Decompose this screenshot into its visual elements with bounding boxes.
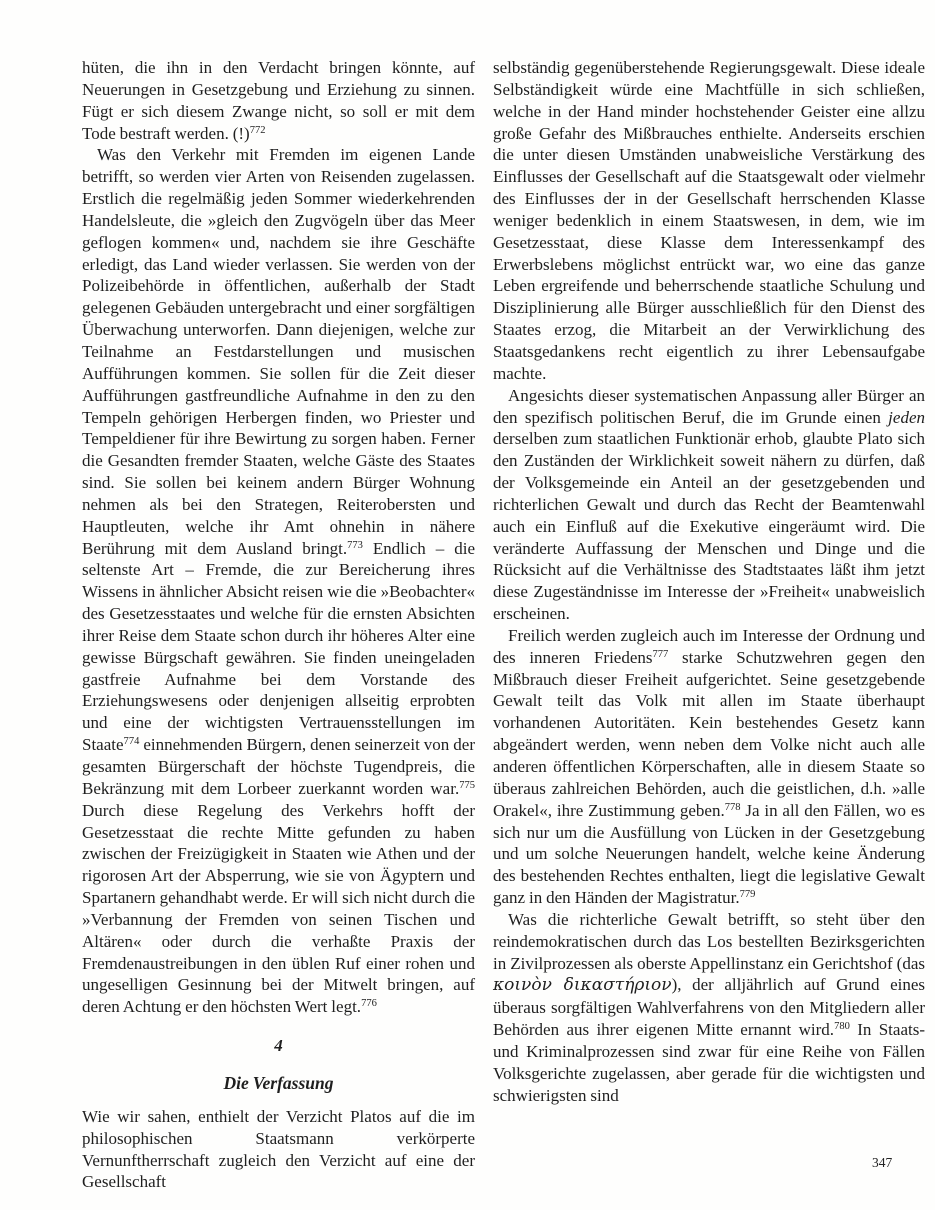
paragraph-anpassung: Angesichts dieser systematischen Anpassung aller Bürger an den spezifisch politischen Beruf, die im Grunde einen jeden derselben zum staatlichen Funktionär erhob, glaubte Plato sich den Zuständen der Wirklichkeit soweit nähern zu dürfen, daß der Volksgemeinde ein Anteil an der gesetzgebenden und richterlichen Gewalt und durch das Recht der Beamtenwahl auch ein Einfluß auf die Exekutive eingeräumt wird. Die veränderte Auffassung der Menschen und Dinge und die Rücksicht auf die Verhältnisse des Stadtstaates läßt ihm jetzt diese Zugeständnisse im Interesse der »Freiheit« unabweislich erscheinen. (493, 385, 925, 624)
paragraph-continuation: hüten, die ihn in den Verdacht bringen könnte, auf Neuerungen in Gesetzgebung und Erziehung zu sinnen. Fügt er sich diesem Zwange nicht, so soll er mit dem Tode bestraft werden. (!)$^{772}$ (82, 58, 475, 143)
right-column (493, 57, 925, 1107)
left-column (82, 57, 475, 1193)
section-number: 4 (274, 1036, 283, 1056)
section-title: Die Verfassung (223, 1072, 334, 1093)
paragraph-richterliche-gewalt: Was die richterliche Gewalt betrifft, so steht über den reindemokratischen durch das Los bestellten Bezirksgerichten in Zivilprozessen als oberste Appellinstanz ein Gerichtshof (das κοινὸν δικαστήριον), der alljährlich auf Grund eines überaus sorgfältigen Wahlverfahrens von den Mitgliedern aller Behörden aus ihrer eigenen Mitte ernannt wird.$^{780}$ In Staats- und Kriminalprozessen sind zwar für eine Reihe von Fällen Volksgerichte zugelassen, aber gerade für die wichtigsten und schwierigsten sind (493, 909, 926, 1105)
paragraph-schutzwehren: Freilich werden zugleich auch im Interesse der Ordnung und des inneren Friedens$^{777}$ starke Schutzwehren gegen den Mißbrauch dieser Freiheit aufgerichtet. Seine gesetzgebende Gewalt teilt das Volk mit allen im Staate überhaupt vorhandenen Autoritäten. Kein bestehendes Gesetz kann abgeändert werden, wenn neben dem Volke nicht auch alle anderen öffentlichen Körperschaften, alle in diesem Staate so überaus zahlreichen Behörden, auch die geistlichen, d.h. »alle Orakel«, ihre Zustimmung geben.$^{778}$ Ja in all den Fällen, wo es sich nur um die Ausfüllung von Lücken in der Gesetzgebung und um solche Neuerungen handelt, welche keine Änderung des bestehenden Rechtes enthalten, liegt die legislative Gewalt ganz in den Händen der Magistratur.$^{779}$ (493, 625, 925, 908)
paragraph-fremdenverkehr: Was den Verkehr mit Fremden im eigenen Lande betrifft, so werden vier Arten von Reisenden zugelassen. Erstlich die regelmäßig jeden Sommer wiederkehrenden Handelsleute, die »gleich den Zugvögeln über das Meer geflogen kommen« und, nachdem sie ihre Geschäfte erledigt, das Land wieder verlassen. Sie werden von der Polizeibehörde in öffentlichen, außerhalb der Stadt gelegenen Gebäuden untergebracht und einer sorgfältigen Überwachung unterworfen. Dann diejenigen, welche zur Teilnahme an Festdarstellungen und musischen Aufführungen kommen. Sie sollen für die Zeit dieser Aufführungen gastfreundliche Aufnahme in den zu den Tempeln gehörigen Herbergen finden, wo Priester und Tempeldiener für ihre Bewirtung zu sorgen haben. Ferner die Gesandten fremder Staaten, welche Gäste des Staates sind. Sie sollen bei keinem andern Bürger Wohnung nehmen als bei den Strategen, Reiterobersten und Hauptleuten, welche ihr Amt ohnehin in nähere Berührung mit dem Ausland bringt.$^{773}$ Endlich – die seltenste Art – Fremde, die zur Bereicherung ihres Wissens in ähnlicher Absicht reisen wie die »Beobachter« des Gesetzesstaates und welche für die ernsten Absichten ihrer Reise dem Staate schon durch ihr höheres Alter eine gewisse Bürgschaft gewähren. Sie finden uneingeladen gastfreie Aufnahme bei dem Vorstande des Erziehungswesens oder denjenigen allseitig erprobten und eine der wichtigsten Vertrauensstellungen im Staate$^{774}$ einnehmenden Bürgern, denen seinerzeit von der gesamten Bürgerschaft der höchste Tugendpreis, die Bekränzung mit dem Lorbeer zuerkannt worden war.$^{775}$ Durch diese Regelung des Verkehrs hofft der Gesetzesstaat die rechte Mitte gefunden zu haben zwischen der Freizügigkeit in Staaten wie Athen und der rigorosen Art der Absperrung, wie sie von Ägyptern und Spartanern gehandhabt werde. Er will sich nicht durch die »Verbannung der Fremden von seinen Tischen und Altären« oder durch die verhaßte Praxis der Fremdenaustreibungen in den üblen Ruf einer rohen und ungeselligen Gesinnung bei der Mitwelt bringen, auf deren Achtung er den höchsten Wert legt.$^{776}$ (82, 145, 475, 1017)
page-number: 347 (872, 1155, 893, 1170)
paragraph-regierungsgewalt: selbständig gegenüberstehende Regierungsgewalt. Diese ideale Selbständigkeit würde eine Machtfülle in sich schließen, welche in der Hand minder hochstehender Geister eine allzu große Gefahr des Mißbrauches enthielte. Anderseits erschien die unter diesen Umständen unabweisliche Verstärkung des Einflusses der Gesellschaft auf die Staatsgewalt oder vielmehr des Einflusses der in der Gesellschaft herrschenden Klasse weniger bedenklich in einem Staatswesen, in dem, wie im Gesetzesstaat, diese Klasse dem Interessenkampf des Erwerbslebens möglichst entrückt war, wo eine das ganze Leben ergreifende und beherrschende staatliche Schulung und Disziplinierung alle Bürger ausschließlich für den Dienst des Staates erzog, die Mitarbeit an der Verwirklichung des Staatsgedankens recht eigentlich zu ihrer Lebensaufgabe machte. (493, 58, 925, 383)
paragraph-verfassung-intro: Wie wir sahen, enthielt der Verzicht Platos auf die im philosophischen Staatsmann verkörperte Vernunftherrschaft zugleich den Verzicht auf eine der Gesellschaft (82, 1106, 475, 1192)
